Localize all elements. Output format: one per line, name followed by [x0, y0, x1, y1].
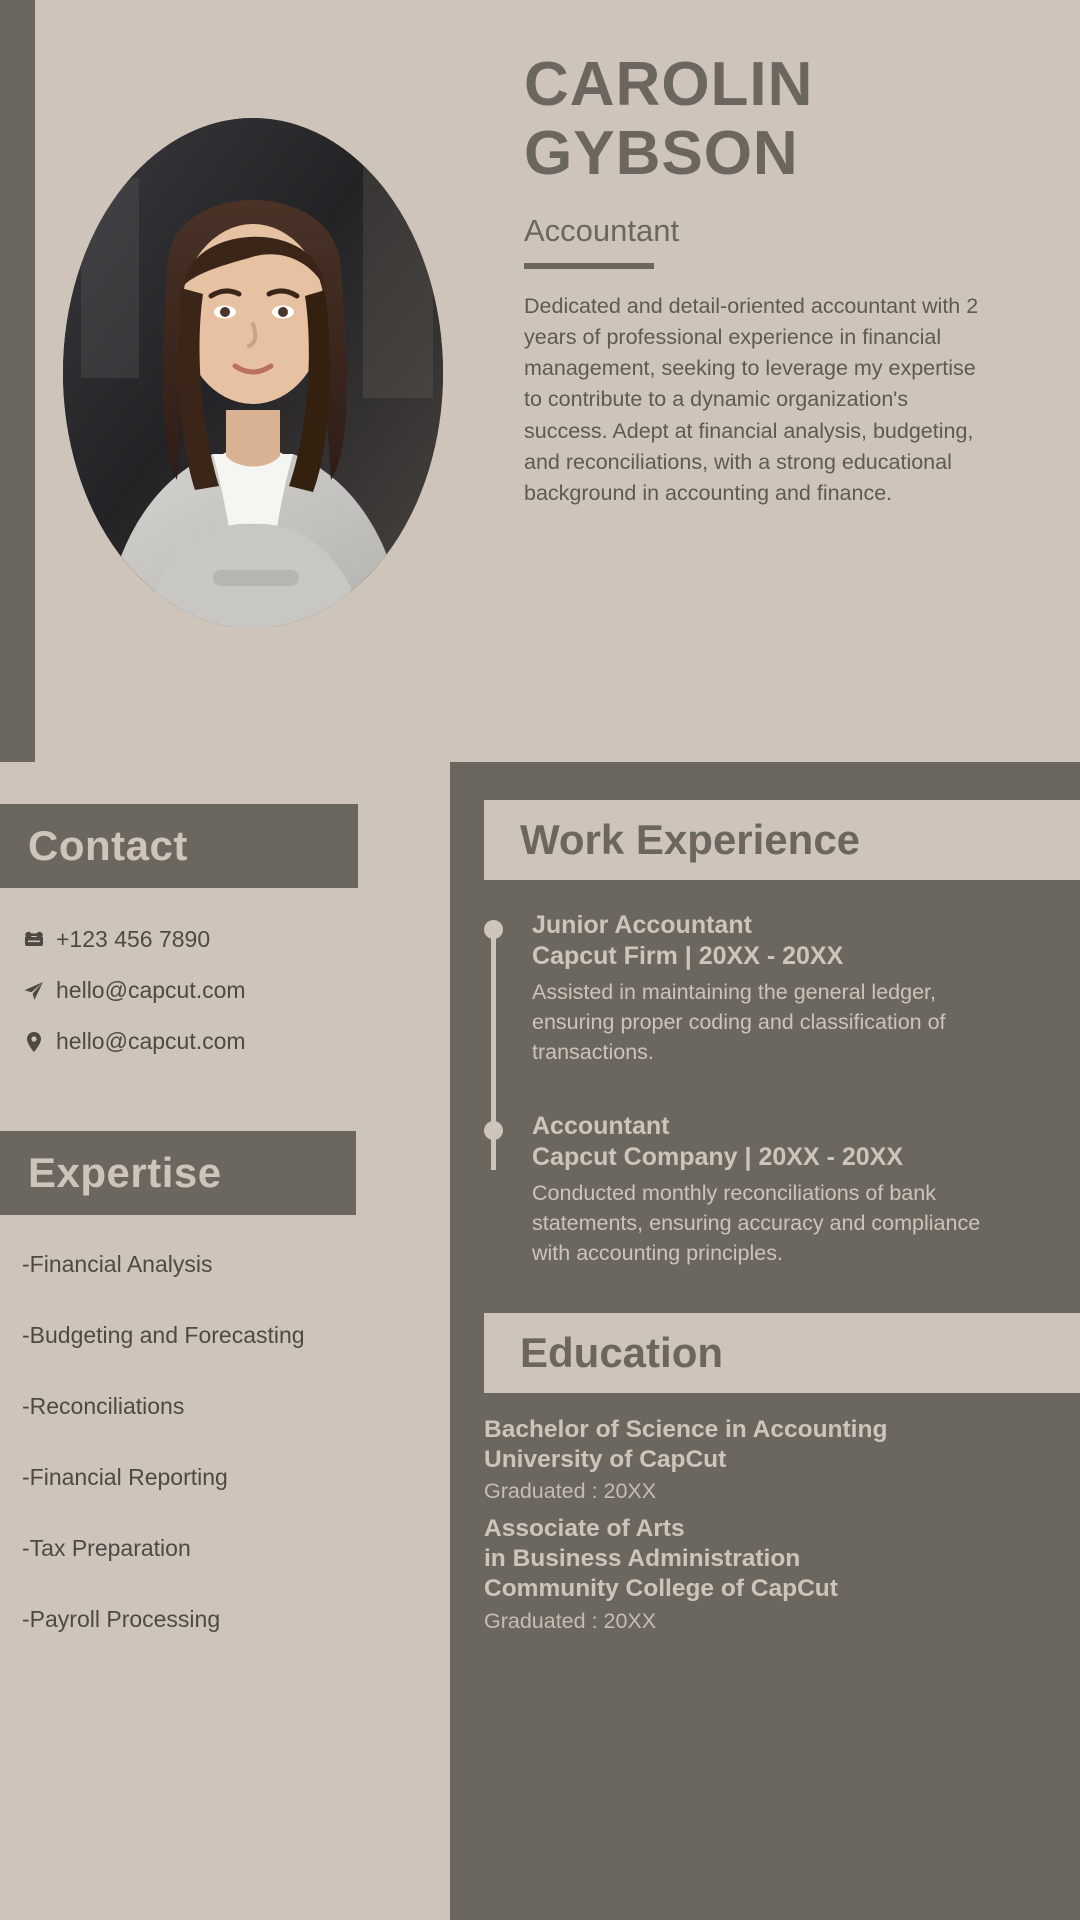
list-item	[484, 1415, 1054, 1508]
education-degree: Bachelor of Science in Accounting	[484, 1415, 888, 1443]
list-item	[22, 977, 450, 1004]
education-school: Community College of CapCut	[484, 1575, 838, 1603]
list-item	[484, 1111, 1044, 1268]
job-description: Conducted monthly reconciliations of bank statements, ensuring accuracy and compliance with accounting principles.	[532, 1181, 981, 1266]
contact-value: hello@capcut.com	[56, 977, 246, 1003]
send-icon	[22, 979, 56, 1003]
contact-list	[22, 926, 450, 1055]
work-experience-heading: Work Experience	[484, 800, 1080, 880]
phone-icon	[22, 928, 56, 952]
expertise-list	[22, 1251, 450, 1633]
work-experience-list	[484, 910, 1044, 1269]
contact-value: +123 456 7890	[56, 926, 211, 952]
list-item: -Financial Reporting	[22, 1464, 228, 1490]
list-item: -Payroll Processing	[22, 1606, 221, 1632]
expertise-heading: Expertise	[0, 1131, 356, 1215]
education-list	[484, 1415, 1054, 1637]
list-item: -Financial Analysis	[22, 1251, 213, 1277]
list-item	[484, 910, 1044, 1067]
photo-panel	[35, 0, 480, 762]
profile-summary: Dedicated and detail-oriented accountant with 2 years of professional experience in financial management, seeking to leverage my expertise to contribute to a dynamic organization's success. Adept at financial analysis, budgeting, and reconciliations, with a strong educational background in accounting and finance.	[524, 293, 979, 505]
timeline-dot-icon	[484, 920, 503, 939]
contact-value: hello@capcut.com	[56, 1028, 246, 1054]
list-item: -Budgeting and Forecasting	[22, 1322, 305, 1348]
list-item	[22, 926, 450, 953]
contact-heading: Contact	[0, 804, 358, 888]
right-content	[450, 762, 1080, 1920]
timeline-dot-icon	[484, 1121, 503, 1140]
job-company-dates: Capcut Company | 20XX - 20XX	[532, 1142, 903, 1171]
list-item	[484, 1514, 1054, 1637]
job-title: Junior Accountant	[532, 911, 752, 939]
list-item: -Tax Preparation	[22, 1535, 191, 1561]
education-degree: Associate of Arts	[484, 1514, 685, 1542]
education-heading: Education	[484, 1313, 1080, 1393]
page-title	[524, 50, 1042, 189]
education-graduated: Graduated : 20XX	[484, 1479, 657, 1504]
role-divider	[524, 263, 654, 269]
job-company-dates: Capcut Firm | 20XX - 20XX	[532, 941, 844, 970]
education-school: University of CapCut	[484, 1445, 727, 1473]
job-title: Accountant	[532, 1112, 670, 1141]
header-block	[480, 0, 1080, 762]
list-item	[22, 1028, 450, 1055]
job-role: Accountant	[524, 212, 680, 248]
location-pin-icon	[22, 1030, 56, 1054]
list-item: -Reconciliations	[22, 1393, 185, 1419]
education-degree-line2: in Business Administration	[484, 1544, 801, 1572]
job-description: Assisted in maintaining the general ledger, ensuring proper coding and classification of transactions.	[532, 980, 946, 1065]
first-name: CAROLIN	[524, 50, 814, 119]
last-name: GYBSON	[524, 119, 799, 189]
education-graduated: Graduated : 20XX	[484, 1608, 657, 1633]
avatar	[63, 118, 443, 628]
left-sidebar	[0, 762, 450, 1920]
